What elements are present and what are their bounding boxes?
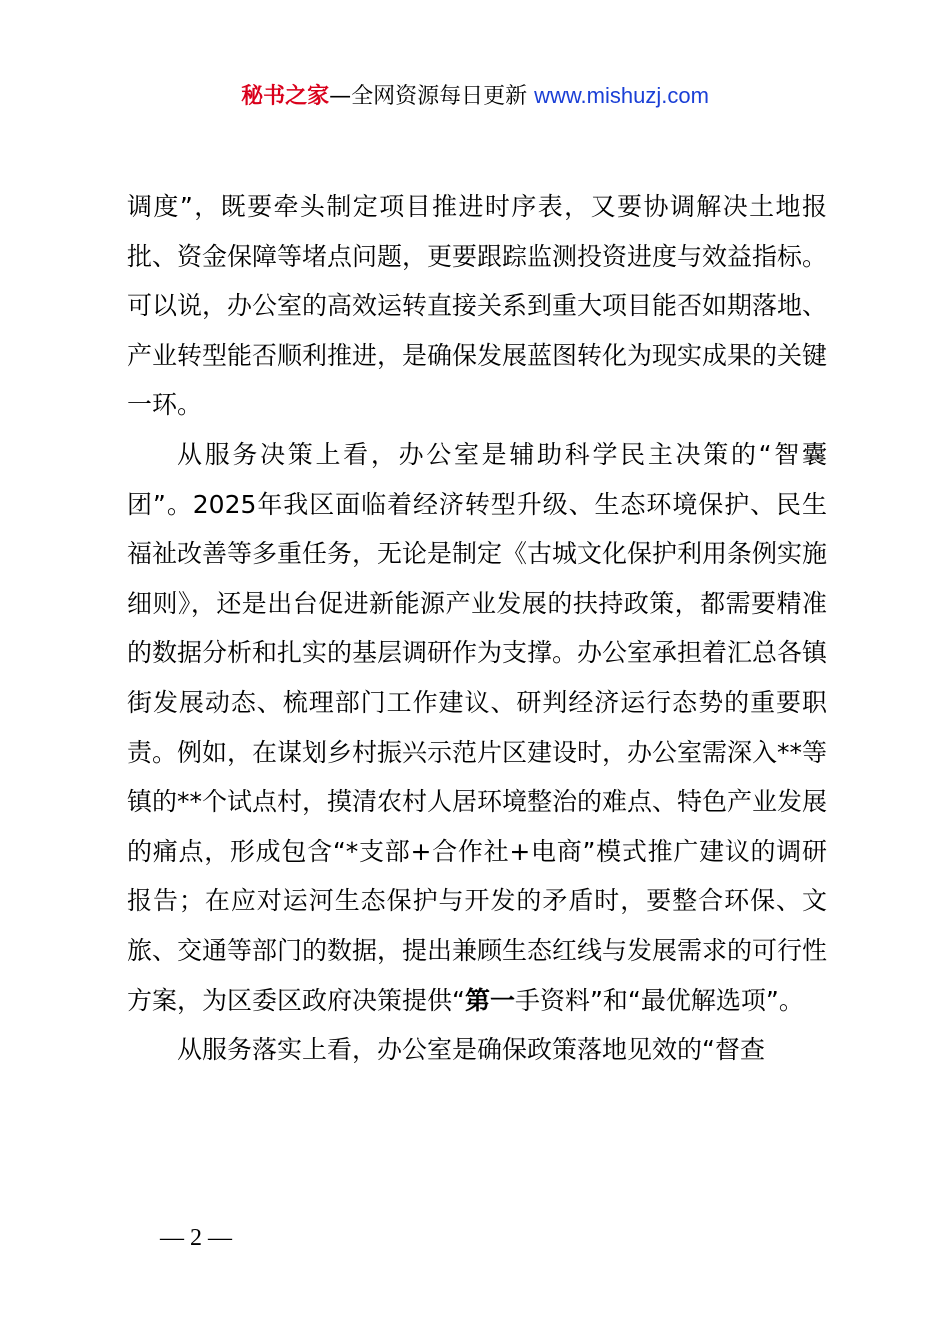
paragraph-3: 从服务落实上看，办公室是确保政策落地见效的“督查 [177, 1035, 765, 1065]
document-body [127, 182, 827, 1075]
bold-emphasis: 第一 [464, 985, 515, 1015]
site-url: www.mishuzj.com [534, 83, 709, 108]
paragraph-1: 调度”，既要牵头制定项目推进时序表，又要协调解决土地报批、资金保障等堵点问题，更要跟踪监测投资进度与效益指标。可以说，办公室的高效运转直接关系到重大项目能否如期落地、产业转型能否顺利推进，是确保发展蓝图转化为现实成果的关键一环。 [127, 192, 828, 420]
paragraph-2-text: 从服务决策上看，办公室是辅助科学民主决策的“智囊团”。2025年我区面临着经济转型升级、生态环境保护、民生福祉改善等多重任务，无论是制定《古城文化保护利用条例实施细则》，还是出台促进新能源产业发展的扶持政策，都需要精准的数据分析和扎实的基层调研作为支撑。办公室承担着汇总各镇街发展动态、梳理部门工作建议、研判经济运行态势的重要职责。例如，在谋划乡村振兴示范片区建设时，办公室需深入**等镇的**个试点村，摸清农村人居环境整治的难点、特色产业发展的痛点，形成包含“*支部+合作社+电商”模式推广建议的调研报告；在应对运河生态保护与开发的矛盾时，要整合环保、文旅、交通等部门的数据，提出兼顾生态红线与发展需求的可行性方案，为区委区政府决策提供“ [127, 439, 828, 1015]
paragraph-2-end: 手资料”和“最优解选项”。 [514, 985, 804, 1015]
site-header [0, 80, 950, 113]
page-number: — 2 — [160, 1225, 232, 1251]
brand-name: 秘书之家 [241, 84, 330, 109]
header-slogan: —全网资源每日更新 [329, 84, 535, 109]
paragraph-2 [127, 430, 827, 1025]
